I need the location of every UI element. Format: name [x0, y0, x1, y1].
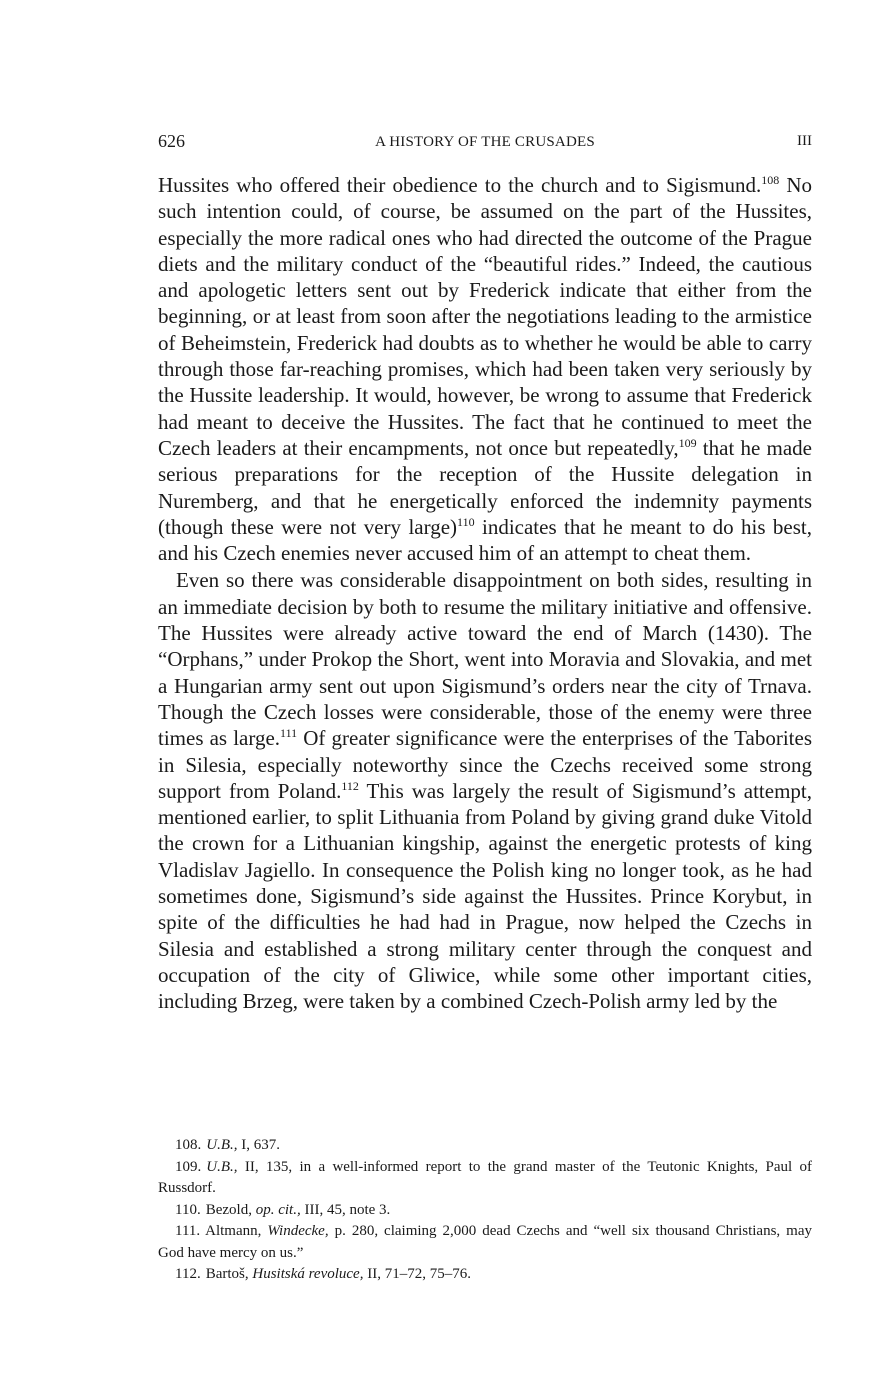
footnote-number: 112.	[175, 1266, 201, 1282]
footnote-source: op. cit.,	[255, 1201, 301, 1218]
text-run: Even so there was considerable disappointment on both sides, resulting in an immediate decision by both to resume the military initiative and offensive. The Hussites were already active toward the end of March (1430). The “Orphans,” under Prokop the Short, went into Moravia and Slovakia, and met a Hungarian army sent out upon Sigismund’s orders near the city of Trnava. Though the Czech losses were considerable, those of the enemy were three times as large.	[158, 568, 812, 751]
footnote-source: U.B.,	[206, 1158, 238, 1175]
footnote-text: I, 637.	[237, 1137, 280, 1153]
footnote-author: Altmann,	[205, 1223, 268, 1239]
footnote-ref-109: 109	[678, 435, 697, 450]
footnote-source: U.B.,	[206, 1137, 238, 1153]
footnote-ref-108: 108	[761, 173, 780, 187]
paragraph-1	[158, 172, 812, 566]
footnote-ref-112: 112	[341, 778, 359, 793]
footnote-number: 111.	[175, 1223, 201, 1239]
volume-number: III	[797, 133, 812, 149]
footnote-source: Windecke,	[267, 1223, 329, 1239]
main-text	[158, 172, 812, 1015]
running-title: A HISTORY OF THE CRUSADES	[375, 134, 595, 150]
footnote-text: II, 135, in a well-informed report to the grand master of the Teutonic Knights, Paul of Russdorf.	[158, 1158, 812, 1196]
text-run: Of greater significance were the enterprises of the Taborites in Silesia, especially noteworthy since the Czechs received some strong support from Poland.	[158, 726, 812, 803]
footnote-ref-111: 111	[280, 726, 298, 741]
text-run: This was largely the result of Sigismund’s attempt, mentioned earlier, to split Lithuania from Poland by giving grand duke Vitold the crown for a Lithuanian kingship, against the energetic protests of king Vladislav Jagiello. In consequence the Polish king no longer took, as he had sometimes done, Sigismund’s side against the Hussites. Prince Korybut, in spite of the difficulties he had had in Prague, now helped the Czechs in Silesia and established a strong military center through the conquest and occupation of the city of Gliwice, while some other important cities, including Brzeg, were taken by a combined Czech-Polish army led by the	[158, 778, 812, 1014]
text-run: indicates that he meant to do his best, and his Czech enemies never accused him of an attempt to cheat them.	[158, 514, 812, 566]
footnote-ref-110: 110	[457, 514, 475, 529]
footnote-number: 108.	[175, 1137, 202, 1153]
text-run: No such intention could, of course, be assumed on the part of the Hussites, especially the more radical ones who had directed the outcome of the Prague diets and the military conduct of the “beautiful rides.” Indeed, the cautious and apologetic letters sent out by Frederick indicate that either from the beginning, or at least from soon after the negotiations leading to the armistice of Beheimstein, Frederick had doubts as to whether he would be able to carry through those far-reaching promises, which had been taken very seriously by the Hussite leadership. It would, however, be wrong to assume that Frederick had meant to deceive the Hussites. The fact that he continued to meet the Czech leaders at their encampments, not once but repeatedly,	[158, 173, 812, 460]
footnote-number: 109.	[175, 1158, 202, 1175]
footnote-109	[158, 1157, 812, 1200]
page-number: 626	[158, 131, 185, 151]
footnote-source: Husitská revoluce,	[252, 1266, 364, 1282]
footnote-110	[158, 1200, 812, 1222]
footnote-112	[158, 1264, 812, 1286]
footnote-author: Bartoš,	[205, 1266, 253, 1282]
text-run: that he made serious preparations for the reception of the Hussite delegation in Nuremberg, and that he energetically enforced the indemnity payments (though these were not very large)	[158, 435, 813, 539]
footnote-108	[158, 1135, 812, 1157]
footnote-text: III, 45, note 3.	[300, 1201, 391, 1218]
footnotes	[158, 1135, 812, 1286]
text-run: Hussites who offered their obedience to the church and to Sigismund.	[158, 173, 762, 197]
running-head	[158, 130, 812, 152]
footnote-text: II, 71–72, 75–76.	[363, 1266, 471, 1282]
footnote-111	[158, 1221, 812, 1264]
footnote-number: 110.	[175, 1201, 201, 1218]
paragraph-2	[158, 567, 812, 1014]
footnote-author: Bezold,	[205, 1201, 256, 1218]
footnote-text: p. 280, claiming 2,000 dead Czechs and “well six thousand Christians, may God have mercy on us.”	[158, 1223, 812, 1261]
